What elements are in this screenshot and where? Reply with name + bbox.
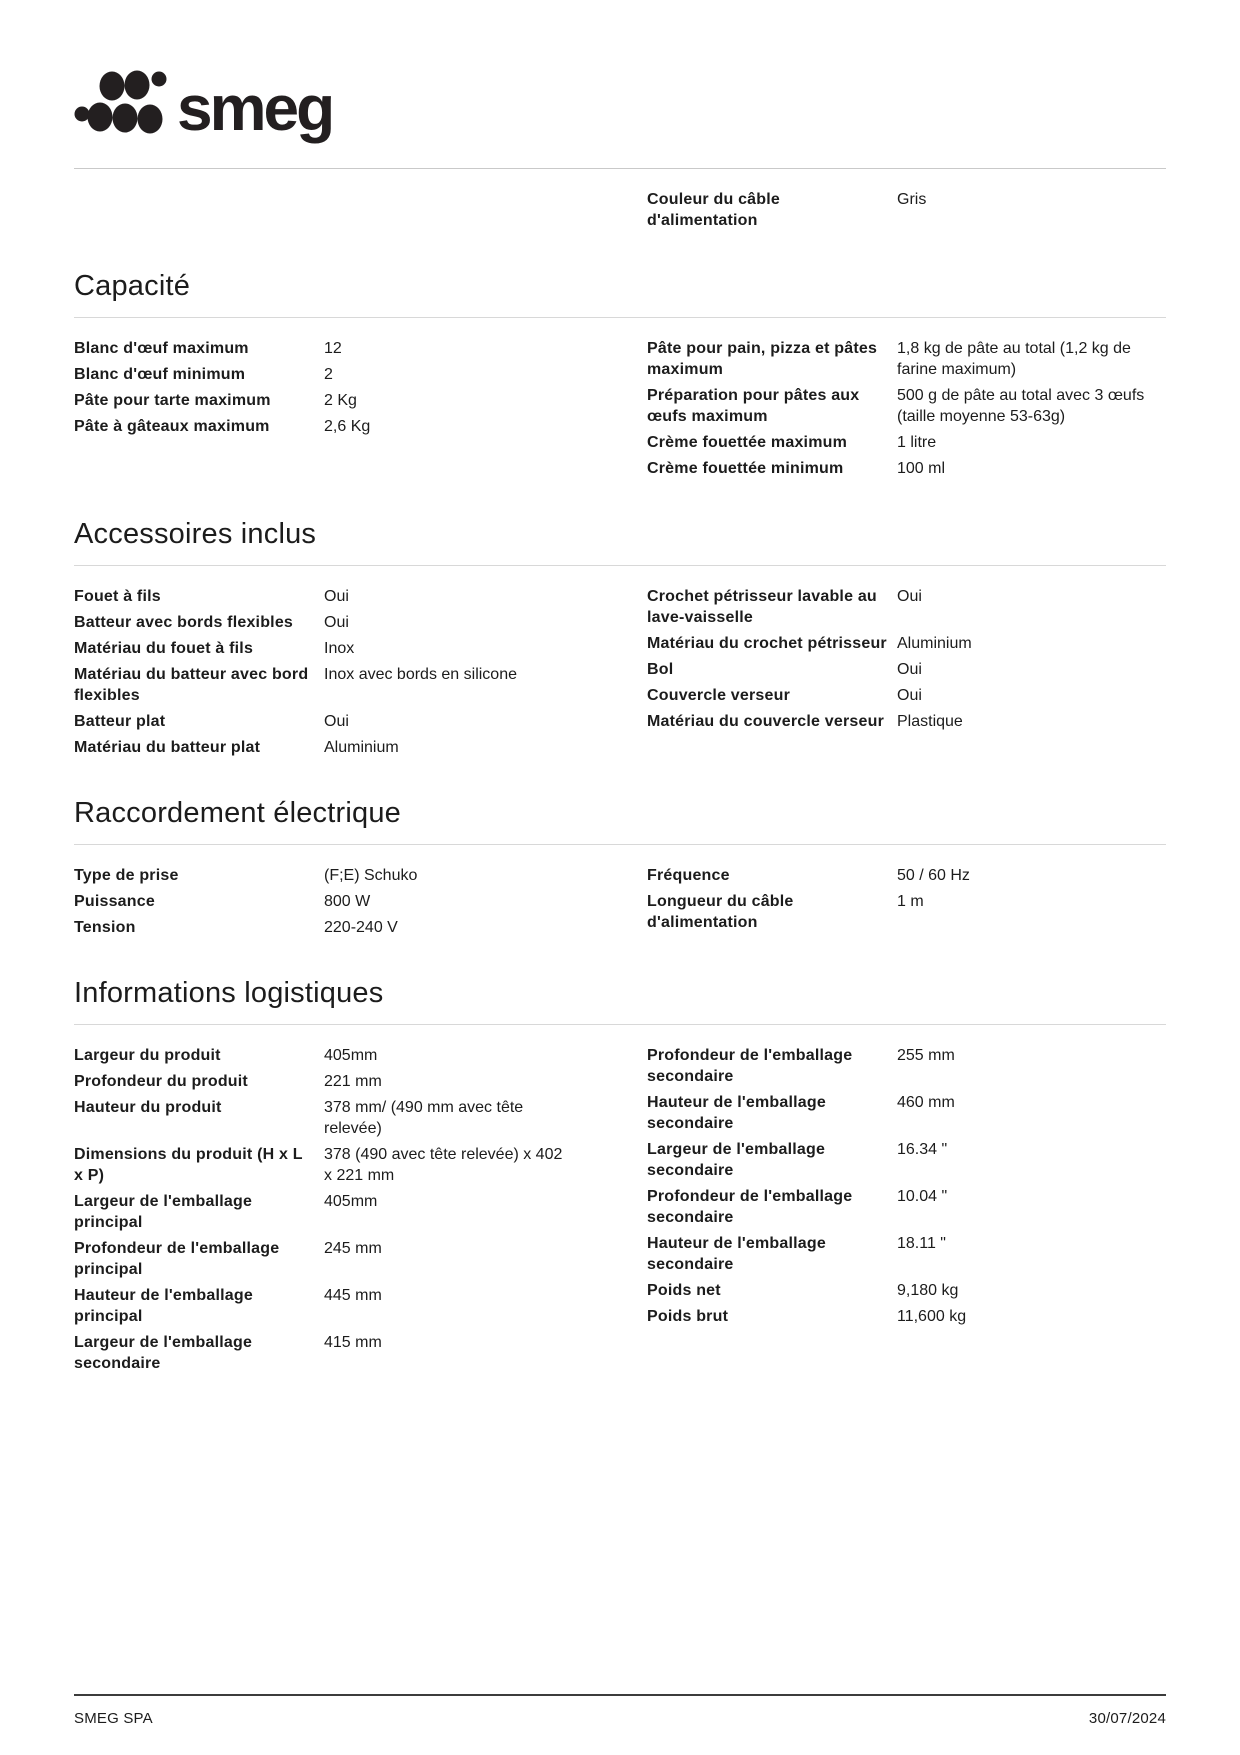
spec-value: Oui <box>897 588 922 605</box>
section-informations-logistiques <box>74 977 1166 1379</box>
spec-row <box>74 891 593 912</box>
section-capacite <box>74 270 1166 484</box>
footer-date: 30/07/2024 <box>1088 1710 1166 1727</box>
spec-columns <box>74 865 1166 943</box>
spec-label: Matériau du fouet à fils <box>74 640 254 657</box>
spec-row <box>74 586 593 607</box>
spec-label: Blanc d'œuf maximum <box>74 340 249 357</box>
spec-row <box>647 1233 1166 1275</box>
spec-column-right <box>647 338 1166 484</box>
spec-value: 220-240 V <box>324 919 398 936</box>
spec-row <box>74 1045 593 1066</box>
spec-row <box>647 891 1166 933</box>
spec-value: 18.11 " <box>897 1235 946 1252</box>
spec-row <box>647 385 1166 427</box>
spec-value: 405mm <box>324 1193 378 1210</box>
spec-label: Préparation pour pâtes aux œufs maximum <box>647 387 860 425</box>
spec-column-left <box>74 189 593 236</box>
spec-label: Crème fouettée minimum <box>647 460 844 477</box>
spec-row <box>74 664 593 706</box>
spec-label: Matériau du batteur avec bord flexibles <box>74 666 309 704</box>
spec-value: Gris <box>897 191 927 208</box>
spec-label: Batteur plat <box>74 713 166 730</box>
header-divider <box>74 168 1166 169</box>
spec-row <box>647 1306 1166 1327</box>
spec-value: Oui <box>897 687 922 704</box>
footer-divider <box>74 1694 1166 1696</box>
spec-label: Hauteur de l'emballage secondaire <box>647 1235 826 1273</box>
spec-value: 2 <box>324 366 333 383</box>
spec-value: 800 W <box>324 893 371 910</box>
spec-value: Inox avec bords en silicone <box>324 666 517 683</box>
spec-label: Profondeur de l'emballage secondaire <box>647 1188 853 1226</box>
spec-value: 378 (490 avec tête relevée) x 402 x 221 mm <box>324 1146 563 1184</box>
spec-value: 2 Kg <box>324 392 357 409</box>
spec-value: 500 g de pâte au total avec 3 œufs (taille moyenne 53-63g) <box>897 387 1145 425</box>
section-title: Capacité <box>74 270 191 302</box>
spec-label: Hauteur de l'emballage principal <box>74 1287 253 1325</box>
spec-value: 11,600 kg <box>897 1308 967 1325</box>
spec-value: 9,180 kg <box>897 1282 959 1299</box>
section-raccordement-electrique <box>74 797 1166 943</box>
page-footer <box>74 1694 1166 1727</box>
spec-label: Largeur de l'emballage secondaire <box>647 1141 826 1179</box>
spec-label: Type de prise <box>74 867 179 884</box>
spec-label: Fouet à fils <box>74 588 161 605</box>
spec-label: Largeur de l'emballage principal <box>74 1193 253 1231</box>
spec-column-right <box>647 1045 1166 1379</box>
spec-row <box>74 416 593 437</box>
spec-label: Dimensions du produit (H x L x P) <box>74 1146 303 1184</box>
spec-label: Pâte pour pain, pizza et pâtes maximum <box>647 340 878 378</box>
section-title: Informations logistiques <box>74 977 384 1009</box>
spec-value: 405mm <box>324 1047 378 1064</box>
spec-row <box>647 659 1166 680</box>
spec-value: Oui <box>324 588 349 605</box>
footer-company: SMEG SPA <box>74 1710 153 1727</box>
section-divider <box>74 565 1166 566</box>
spec-row <box>647 458 1166 479</box>
spec-value: 1,8 kg de pâte au total (1,2 kg de farine maximum) <box>897 340 1131 378</box>
spec-label: Bol <box>647 661 674 678</box>
spec-label: Longueur du câble d'alimentation <box>647 893 794 931</box>
smeg-logo <box>74 50 1166 144</box>
spec-label: Puissance <box>74 893 155 910</box>
section-divider <box>74 1024 1166 1025</box>
spec-row <box>647 1280 1166 1301</box>
spec-value: 415 mm <box>324 1334 382 1351</box>
spec-value: Oui <box>897 661 922 678</box>
spec-value: 1 litre <box>897 434 937 451</box>
spec-label: Matériau du couvercle verseur <box>647 713 885 730</box>
spec-row <box>647 865 1166 886</box>
section-title: Raccordement électrique <box>74 797 401 829</box>
spec-column-left <box>74 865 593 943</box>
spec-value: Inox <box>324 640 355 657</box>
spec-value: 100 ml <box>897 460 946 477</box>
spec-row <box>647 711 1166 732</box>
spec-label: Poids brut <box>647 1308 729 1325</box>
spec-row <box>74 1285 593 1327</box>
spec-row <box>74 612 593 633</box>
spec-row <box>647 1139 1166 1181</box>
spec-row <box>647 685 1166 706</box>
spec-row <box>74 1191 593 1233</box>
section-suite <box>74 189 1166 236</box>
spec-row <box>74 638 593 659</box>
spec-row <box>74 1097 593 1139</box>
spec-value: 16.34 " <box>897 1141 948 1158</box>
spec-column-right <box>647 189 1166 236</box>
spec-value: Plastique <box>897 713 963 730</box>
spec-row <box>74 1238 593 1280</box>
spec-row <box>74 711 593 732</box>
spec-column-left <box>74 586 593 763</box>
spec-row <box>647 1186 1166 1228</box>
spec-label: Pâte à gâteaux maximum <box>74 418 270 435</box>
spec-label: Largeur de l'emballage secondaire <box>74 1334 253 1372</box>
spec-label: Hauteur de l'emballage secondaire <box>647 1094 826 1132</box>
spec-row <box>74 390 593 411</box>
spec-label: Batteur avec bords flexibles <box>74 614 294 631</box>
spec-row <box>647 338 1166 380</box>
spec-row <box>74 1144 593 1186</box>
spec-columns <box>74 338 1166 484</box>
spec-value: 12 <box>324 340 342 357</box>
spec-row <box>647 633 1166 654</box>
spec-row <box>647 432 1166 453</box>
spec-value: 255 mm <box>897 1047 955 1064</box>
spec-row <box>647 189 1166 231</box>
spec-row <box>74 737 593 758</box>
spec-label: Blanc d'œuf minimum <box>74 366 246 383</box>
spec-value: 221 mm <box>324 1073 382 1090</box>
spec-row <box>74 917 593 938</box>
spec-value: 245 mm <box>324 1240 382 1257</box>
spec-label: Largeur du produit <box>74 1047 221 1064</box>
smeg-logo-dots-icon <box>74 68 174 134</box>
spec-label: Tension <box>74 919 136 936</box>
spec-value: 1 m <box>897 893 924 910</box>
spec-column-left <box>74 338 593 484</box>
spec-value: Aluminium <box>897 635 972 652</box>
spec-columns <box>74 586 1166 763</box>
spec-row <box>74 1332 593 1374</box>
spec-columns <box>74 189 1166 236</box>
section-accessoires-inclus <box>74 518 1166 763</box>
spec-sections <box>74 189 1166 1379</box>
smeg-logo-text: smeg <box>177 71 333 144</box>
section-title: Accessoires inclus <box>74 518 317 550</box>
spec-label: Matériau du crochet pétrisseur <box>647 635 887 652</box>
spec-value: 50 / 60 Hz <box>897 867 970 884</box>
spec-label: Matériau du batteur plat <box>74 739 261 756</box>
spec-label: Couvercle verseur <box>647 687 791 704</box>
spec-label: Profondeur de l'emballage secondaire <box>647 1047 853 1085</box>
spec-row <box>647 1092 1166 1134</box>
spec-label: Crème fouettée maximum <box>647 434 848 451</box>
spec-label: Crochet pétrisseur lavable au lave-vaisselle <box>647 588 877 626</box>
section-divider <box>74 844 1166 845</box>
spec-value: 2,6 Kg <box>324 418 371 435</box>
spec-row <box>74 364 593 385</box>
spec-label: Hauteur du produit <box>74 1099 222 1116</box>
spec-value: 460 mm <box>897 1094 955 1111</box>
spec-value: 445 mm <box>324 1287 382 1304</box>
spec-column-right <box>647 865 1166 943</box>
spec-value: Oui <box>324 614 349 631</box>
spec-column-right <box>647 586 1166 763</box>
spec-label: Pâte pour tarte maximum <box>74 392 271 409</box>
spec-row <box>74 1071 593 1092</box>
spec-label: Poids net <box>647 1282 721 1299</box>
spec-value: 378 mm/ (490 mm avec tête relevée) <box>324 1099 524 1137</box>
spec-value: 10.04 " <box>897 1188 948 1205</box>
spec-label: Profondeur du produit <box>74 1073 248 1090</box>
spec-row <box>74 338 593 359</box>
section-divider <box>74 317 1166 318</box>
spec-label: Profondeur de l'emballage principal <box>74 1240 280 1278</box>
spec-row <box>647 1045 1166 1087</box>
spec-value: Oui <box>324 713 349 730</box>
spec-row <box>74 865 593 886</box>
spec-label: Fréquence <box>647 867 730 884</box>
spec-value: (F;E) Schuko <box>324 867 418 884</box>
page-header <box>74 50 1166 144</box>
spec-column-left <box>74 1045 593 1379</box>
spec-columns <box>74 1045 1166 1379</box>
footer-row <box>74 1710 1166 1727</box>
spec-label: Couleur du câble d'alimentation <box>647 191 780 229</box>
spec-value: Aluminium <box>324 739 399 756</box>
spec-row <box>647 586 1166 628</box>
